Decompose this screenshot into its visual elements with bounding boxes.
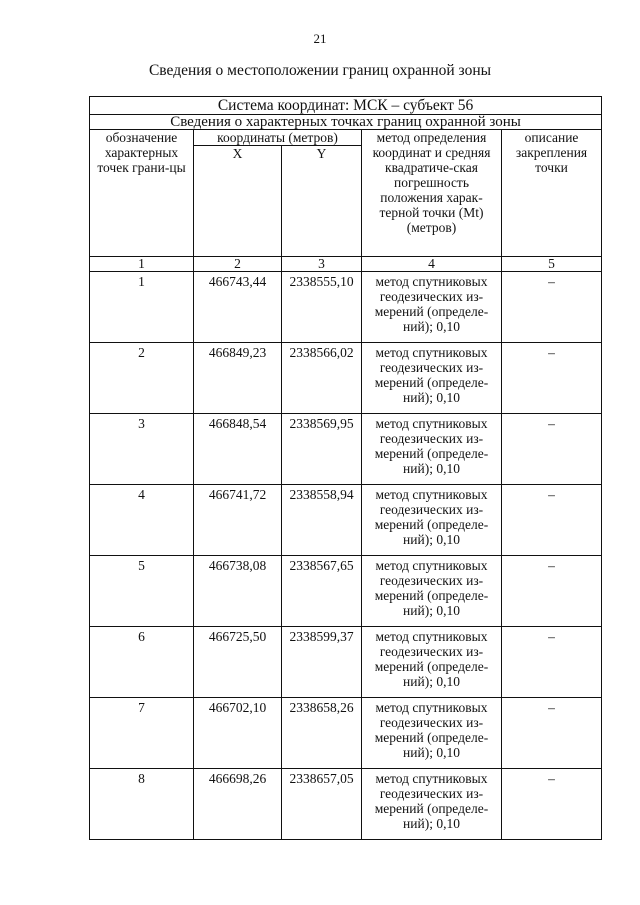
coord-y: 2338555,10	[282, 272, 362, 343]
method-text: метод спутниковых геодезических из-мерений (определе-ний); 0,10	[362, 414, 502, 485]
page-number: 21	[313, 31, 327, 46]
header-coordinates: координаты (метров)	[194, 130, 362, 146]
fixation-description: –	[502, 769, 602, 840]
table-row	[90, 769, 602, 840]
coord-x: 466849,23	[194, 343, 282, 414]
table-row	[90, 485, 602, 556]
point-number: 3	[90, 414, 194, 485]
method-text: метод спутниковых геодезических из-мерений (определе-ний); 0,10	[362, 698, 502, 769]
fixation-description: –	[502, 414, 602, 485]
method-text: метод спутниковых геодезических из-мерений (определе-ний); 0,10	[362, 485, 502, 556]
coord-y: 2338658,26	[282, 698, 362, 769]
coord-y: 2338657,05	[282, 769, 362, 840]
point-number: 2	[90, 343, 194, 414]
section-heading: Сведения о характерных точках границ охранной зоны	[90, 115, 602, 130]
fixation-description: –	[502, 556, 602, 627]
fixation-description: –	[502, 272, 602, 343]
coord-y: 2338599,37	[282, 627, 362, 698]
column-number-row	[90, 257, 602, 272]
coord-y: 2338558,94	[282, 485, 362, 556]
document-title: Сведения о местоположении границ охранной зоны	[148, 62, 492, 79]
point-number: 7	[90, 698, 194, 769]
point-number: 1	[90, 272, 194, 343]
header-description: описание закрепления точки	[502, 130, 602, 257]
column-number: 1	[90, 257, 194, 272]
coordinate-system: Система координат: МСК – субъект 56	[90, 97, 602, 115]
header-y: Y	[282, 146, 362, 257]
coordinate-system-row	[90, 97, 602, 115]
header-method: метод определения координат и средняя квадратиче-ская погрешность положения харак-терной точки (Mt) (метров)	[362, 130, 502, 257]
method-text: метод спутниковых геодезических из-мерений (определе-ний); 0,10	[362, 556, 502, 627]
fixation-description: –	[502, 343, 602, 414]
table-row	[90, 627, 602, 698]
coord-x: 466698,26	[194, 769, 282, 840]
coord-x: 466743,44	[194, 272, 282, 343]
table-row	[90, 556, 602, 627]
header-x: X	[194, 146, 282, 257]
method-text: метод спутниковых геодезических из-мерений (определе-ний); 0,10	[362, 343, 502, 414]
column-number: 5	[502, 257, 602, 272]
coord-y: 2338567,65	[282, 556, 362, 627]
coord-y: 2338566,02	[282, 343, 362, 414]
coord-x: 466702,10	[194, 698, 282, 769]
header-row	[90, 130, 602, 146]
point-number: 6	[90, 627, 194, 698]
coord-x: 466738,08	[194, 556, 282, 627]
fixation-description: –	[502, 627, 602, 698]
table-row	[90, 272, 602, 343]
point-number: 5	[90, 556, 194, 627]
column-number: 3	[282, 257, 362, 272]
method-text: метод спутниковых геодезических из-мерений (определе-ний); 0,10	[362, 272, 502, 343]
coord-x: 466848,54	[194, 414, 282, 485]
fixation-description: –	[502, 485, 602, 556]
coord-x: 466725,50	[194, 627, 282, 698]
point-number: 4	[90, 485, 194, 556]
header-designation: обозначение характерных точек грани-цы	[90, 130, 194, 257]
fixation-description: –	[502, 698, 602, 769]
method-text: метод спутниковых геодезических из-мерений (определе-ний); 0,10	[362, 627, 502, 698]
coord-x: 466741,72	[194, 485, 282, 556]
table-row	[90, 343, 602, 414]
column-number: 4	[362, 257, 502, 272]
boundary-points-table	[89, 96, 602, 840]
table-row	[90, 698, 602, 769]
coord-y: 2338569,95	[282, 414, 362, 485]
method-text: метод спутниковых геодезических из-мерений (определе-ний); 0,10	[362, 769, 502, 840]
section-row	[90, 115, 602, 130]
point-number: 8	[90, 769, 194, 840]
column-number: 2	[194, 257, 282, 272]
table-row	[90, 414, 602, 485]
